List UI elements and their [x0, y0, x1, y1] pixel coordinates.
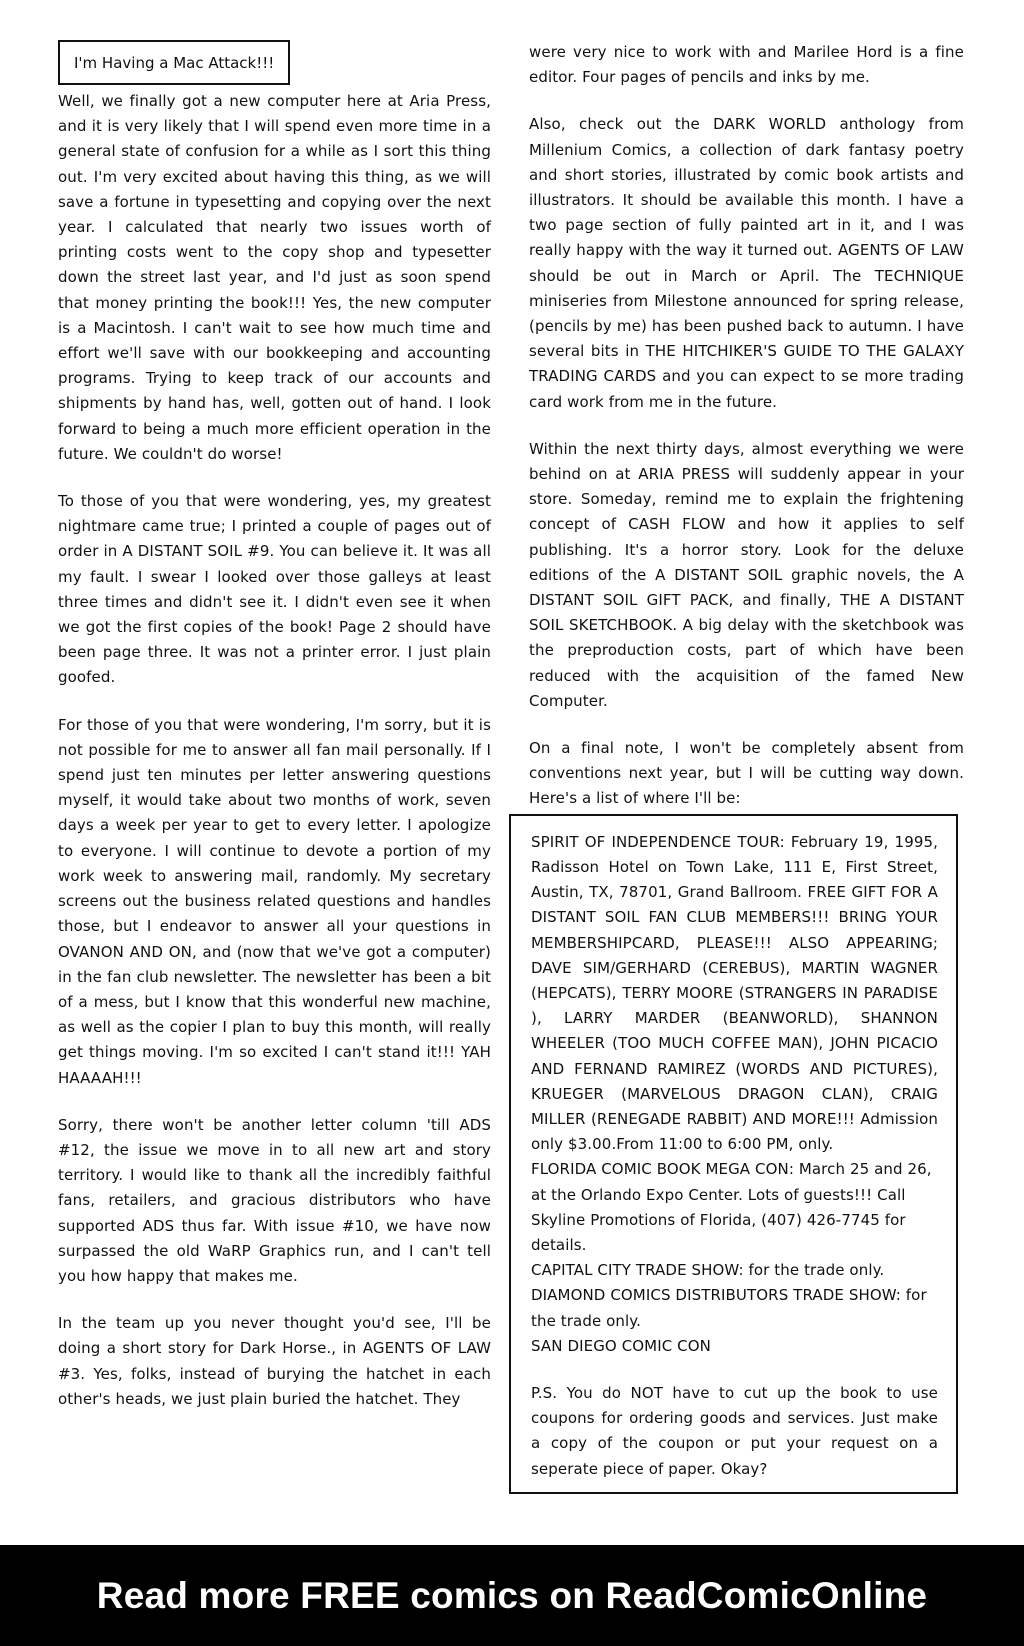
event-spirit-of-independence: SPIRIT OF INDEPENDENCE TOUR: February 19, 1995, Radisson Hotel on Town Lake, 111 E, First Street, Austin, TX, 78701, Grand Ballroom. FREE GIFT FOR A DISTANT SOIL FAN CLUB MEMBERS!!! BRING YOUR MEMBERSHIPCARD, PLEASE!!! ALSO APPEARING; DAVE SIM/GERHARD (CEREBUS), MARTIN WAGNER (HEPCATS), TERRY MOORE (STRANGERS IN PARADISE ), LARRY MARDER (BEANWORLD), SHANNON WHEELER (TOO MUCH COFFEE MAN), JOHN PICACIO AND FERNAND RAMIREZ (WORDS AND PICTURES), KRUEGER (MARVELOUS DRAGON CLAN), CRAIG MILLER (RENEGADE RABBIT) AND MORE!!! Admission only $3.00.From 11:00 to 6:00 PM, only.	[531, 832, 938, 1154]
article-title: I'm Having a Mac Attack!!!	[58, 40, 290, 85]
event-florida-mega-con: FLORIDA COMIC BOOK MEGA CON: March 25 and 26, at the Orlando Expo Center. Lots of guests!!! Call Skyline Promotions of Florida, (407) 426-7745 for details.	[531, 1160, 932, 1254]
paragraph-letter-column: Sorry, there won't be another letter column 'till ADS #12, the issue we move in to all new art and story territory. I would like to thank all the incredibly faithful fans, retailers, and gracious distributors who have supported ADS thus far. With issue #10, we have now surpassed the old WaRP Graphics run, and I can't tell you how happy that makes me.	[58, 1115, 491, 1285]
paragraph-dark-world: Also, check out the DARK WORLD anthology from Millenium Comics, a collection of dark fantasy poetry and short stories, illustrated by comic book artists and illustrators. It should be available this month. I have a two page section of fully painted art in it, and I was really happy with the way it turned out. AGENTS OF LAW should be out in March or April. The TECHNIQUE miniseries from Milestone announced for spring release, (pencils by me) has been pushed back to autumn. I have several bits in THE HITCHIKER'S GUIDE TO THE GALAXY TRADING CARDS and you can expect to se more trading card work from me in the future.	[529, 115, 964, 411]
left-column	[58, 40, 491, 1434]
conventions-list-box	[509, 814, 958, 1494]
postscript: P.S. You do NOT have to cut up the book to use coupons for ordering goods and services. Just make a copy of the coupon or put your request on a seperate piece of paper. Okay?	[531, 1383, 938, 1478]
paragraph-aria-press: Within the next thirty days, almost everything we were behind on at ARIA PRESS will suddenly appear in your store. Someday, remind me to explain the frightening concept of CASH FLOW and how it applies to self publishing. It's a horror story. Look for the deluxe editions of the A DISTANT SOIL graphic novels, the A DISTANT SOIL GIFT PACK, and finally, THE A DISTANT SOIL SKETCHBOOK. A big delay with the sketchbook was the preproduction costs, part of which have been reduced with the acquisition of the famed New Computer.	[529, 439, 964, 710]
paragraph-editor: were very nice to work with and Marilee Hord is a fine editor. Four pages of pencils and inks by me.	[529, 43, 964, 87]
right-column	[529, 40, 964, 1494]
promo-banner[interactable]: Read more FREE comics on ReadComicOnline	[0, 1545, 1024, 1646]
paragraph-conventions-intro: On a final note, I won't be completely absent from conventions next year, but I will be cutting way down. Here's a list of where I'll be:	[529, 739, 964, 808]
paragraph-fan-mail: For those of you that were wondering, I'm sorry, but it is not possible for me to answer all fan mail personally. If I spend just ten minutes per letter answering questions myself, it would take about two months of work, seven days a week per year to get to every letter. I apologize to everyone. I will continue to devote a portion of my work week to answering mail, randomly. My secretary screens out the business related questions and handles those, but I endeavor to answer all your questions in OVANON AND ON, and (now that we've got a computer) in the fan club newsletter. The newsletter has been a bit of a mess, but I know that this wonderful new machine, as well as the copier I plan to buy this month, will really get things moving. I'm so excited I can't stand it!!! YAH HAAAAH!!!	[58, 715, 491, 1087]
event-diamond-comics: DIAMOND COMICS DISTRIBUTORS TRADE SHOW: for the trade only.	[531, 1286, 927, 1330]
event-san-diego: SAN DIEGO COMIC CON	[531, 1336, 711, 1355]
paragraph-new-computer: Well, we finally got a new computer here at Aria Press, and it is very likely that I will spend even more time in a general state of confusion for a while as I sort this thing out. I'm very excited about having this thing, as we will save a fortune in typesetting and copying over the next year. I calculated that nearly two issues worth of printing costs went to the copy shop and typesetter down the street last year, and I'd just as soon spend that money printing the book!!! Yes, the new computer is a Macintosh. I can't wait to see how much time and effort we'll save with our bookkeeping and accounting programs. Trying to keep track of our accounts and shipments by hand has, well, gotten out of hand. I look forward to being a much more efficient operation in the future. We couldn't do worse!	[58, 92, 491, 463]
paragraph-page-order-error: To those of you that were wondering, yes, my greatest nightmare came true; I printed a couple of pages out of order in A DISTANT SOIL #9. You can believe it. It was all my fault. I swear I looked over those galleys at least three times and didn't see it. I didn't even see it when we got the first copies of the book! Page 2 should have been page three. It was not a printer error. I just plain goofed.	[58, 492, 491, 687]
paragraph-team-up: In the team up you never thought you'd see, I'll be doing a short story for Dark Horse., in AGENTS OF LAW #3. Yes, folks, instead of burying the hatchet in each other's heads, we just plain buried the hatchet. They	[58, 1314, 491, 1408]
event-capital-city: CAPITAL CITY TRADE SHOW: for the trade only.	[531, 1261, 885, 1280]
